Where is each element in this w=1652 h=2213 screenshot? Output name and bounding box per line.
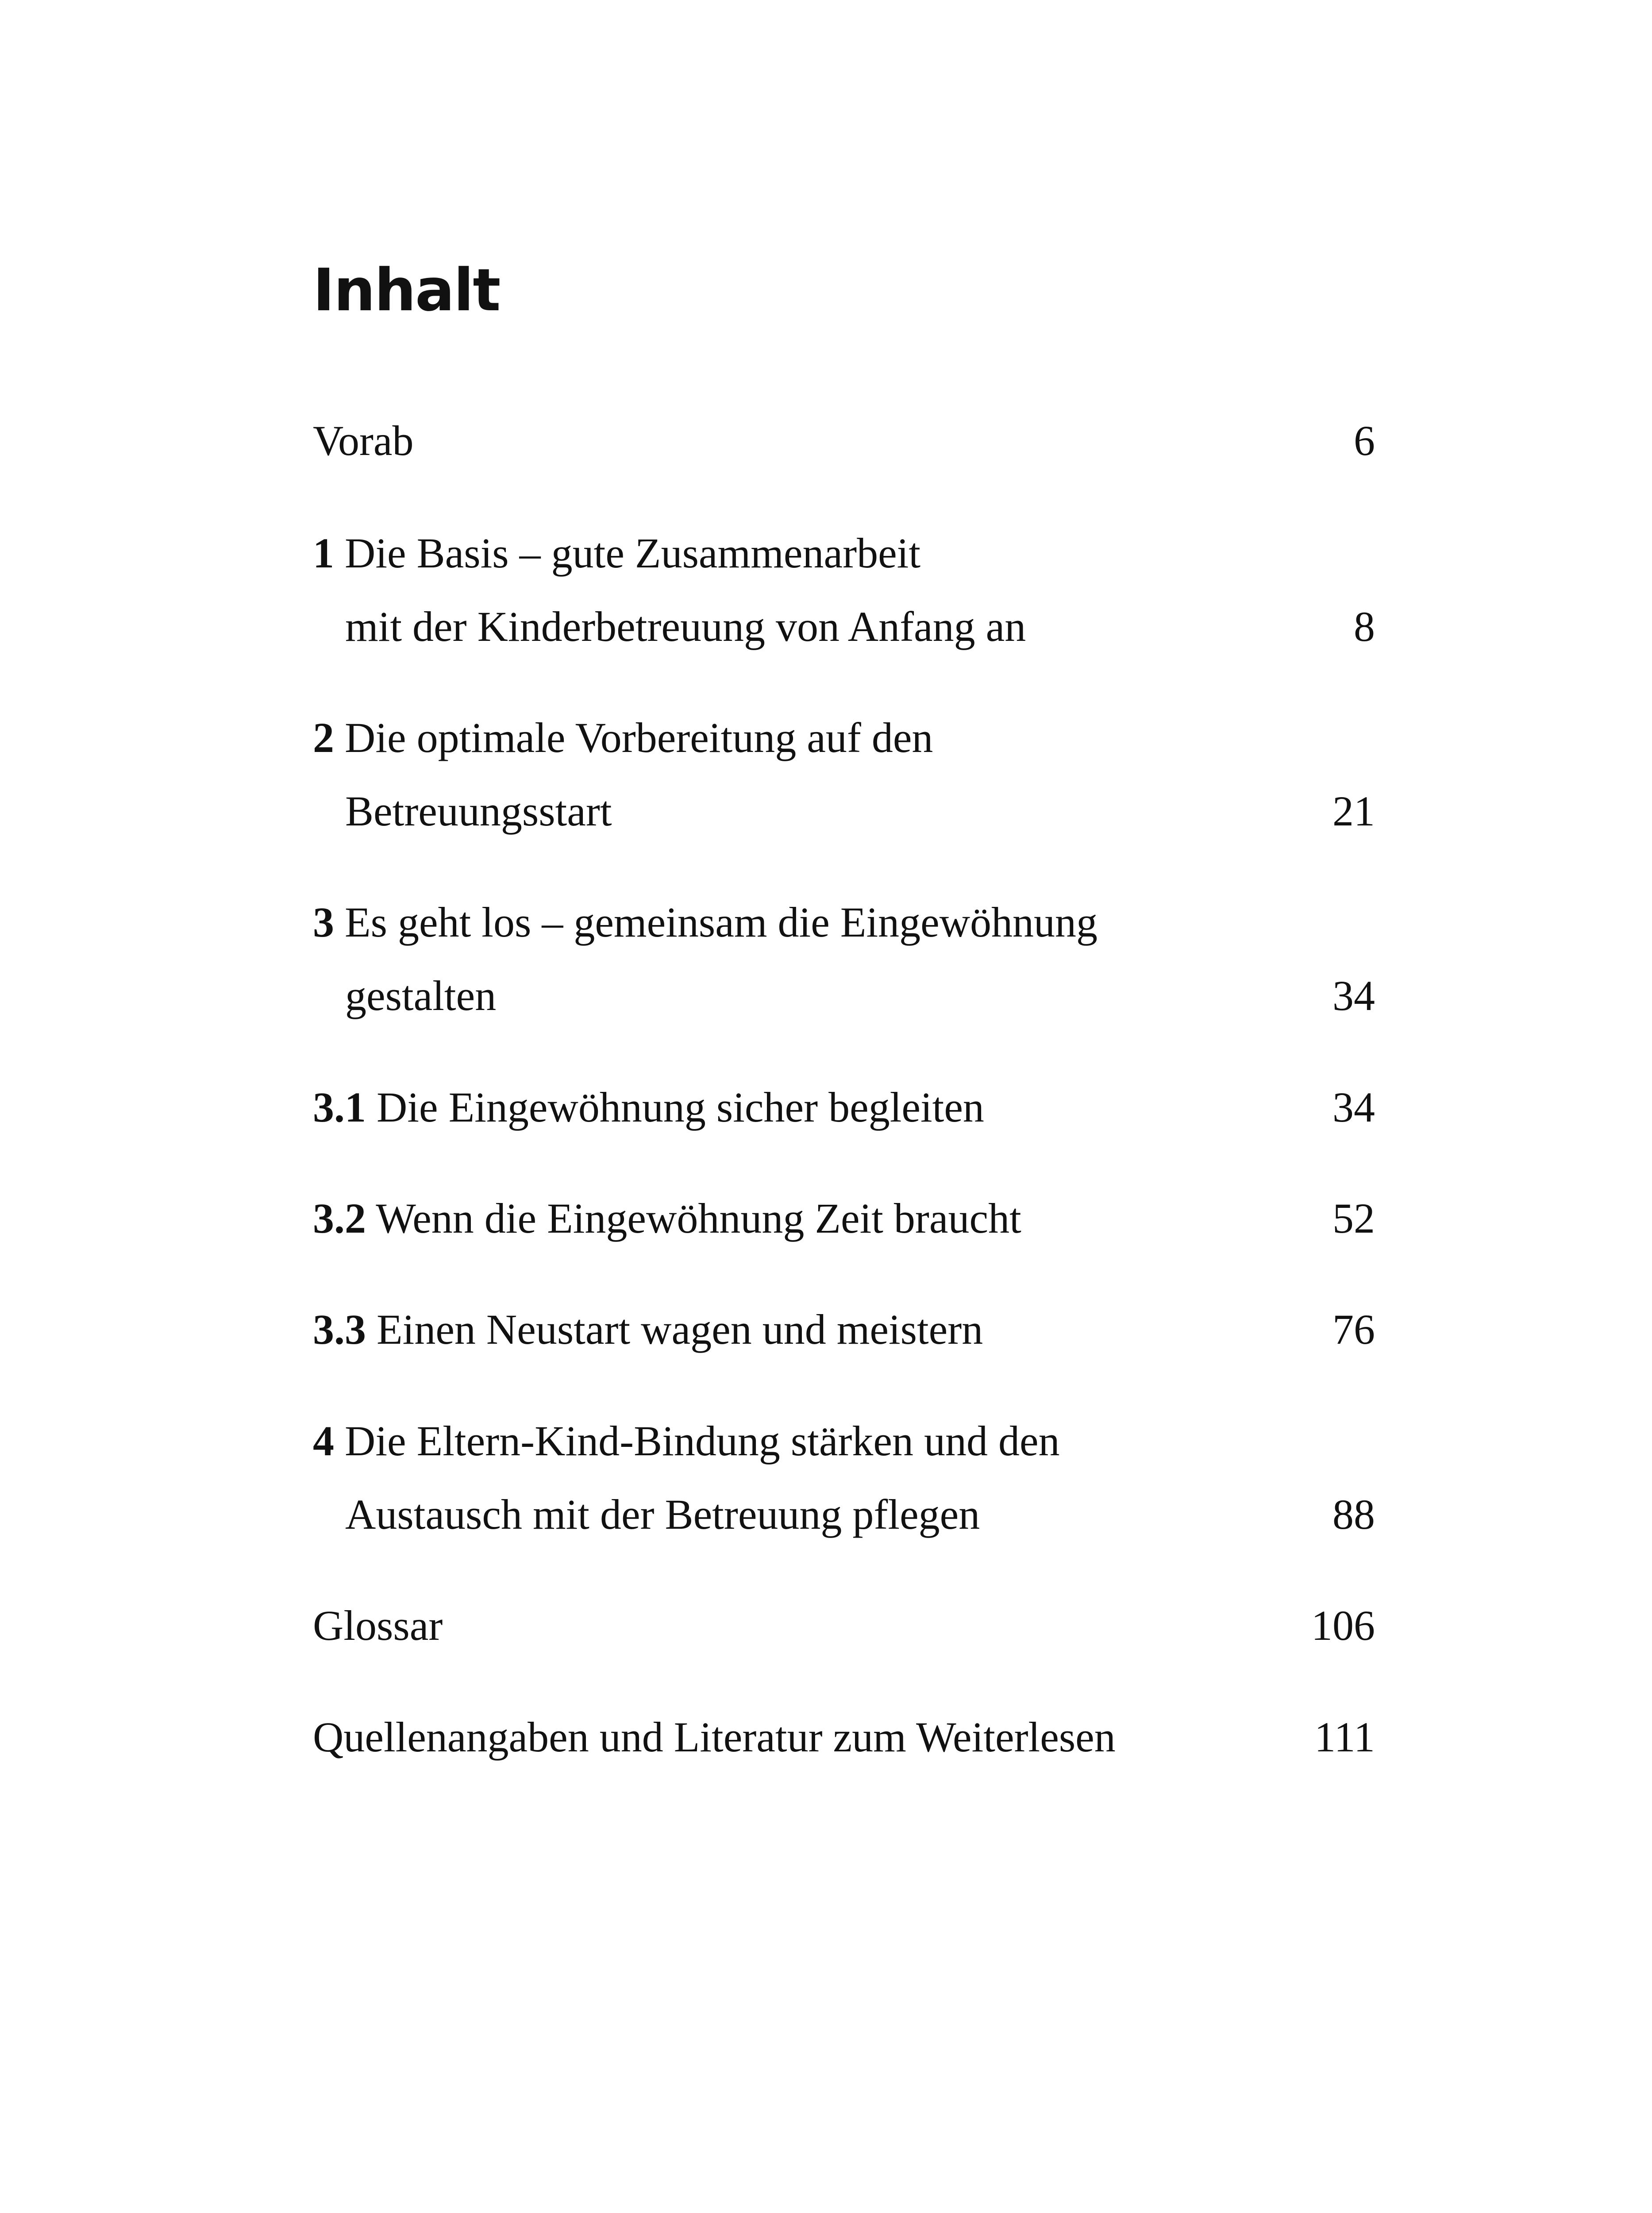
toc-entry-title: Die Basis – gute Zusammenarbeit	[334, 529, 921, 577]
toc-entry-vorab	[313, 417, 1375, 493]
toc-line	[313, 1417, 1375, 1493]
toc-chapter-number: 1	[313, 529, 334, 577]
toc-page-number: 34	[1332, 972, 1375, 1019]
toc-entry-title: Die Eltern-Kind-Bindung stärken und den	[334, 1417, 1060, 1465]
toc-line	[313, 605, 1375, 679]
toc-entry-chapter-4	[313, 1417, 1375, 1567]
toc-chapter-number: 3	[313, 898, 334, 946]
toc-line	[313, 1493, 1375, 1567]
toc-line	[313, 417, 1375, 493]
toc-line	[313, 1197, 1375, 1271]
toc-entry-title-continued: gestalten	[345, 972, 497, 1019]
toc-page-number: 21	[1332, 787, 1375, 835]
toc-chapter-number: 3.2	[313, 1195, 366, 1242]
toc-page-number: 88	[1332, 1491, 1375, 1538]
toc-page-number: 111	[1314, 1713, 1375, 1761]
toc-entry-chapter-3	[313, 898, 1375, 1048]
toc-line	[313, 1713, 1375, 1789]
toc-chapter-number: 2	[313, 714, 334, 761]
toc-page-number: 6	[1354, 417, 1375, 464]
toc-entry-chapter-1	[313, 529, 1375, 679]
toc-entry-title-continued: Austausch mit der Betreuung pflegen	[345, 1491, 980, 1538]
toc-entry-title: Quellenangaben und Literatur zum Weiterlesen	[313, 1713, 1116, 1761]
toc-entry-section-3-3	[313, 1308, 1375, 1382]
toc-entry-title: Glossar	[313, 1602, 443, 1649]
toc-page-number: 52	[1332, 1195, 1375, 1242]
toc-entry-title: Wenn die Eingewöhnung Zeit braucht	[366, 1195, 1021, 1242]
toc-page-number: 8	[1354, 603, 1375, 650]
toc-entry-quellenangaben	[313, 1713, 1375, 1789]
toc-line	[313, 529, 1375, 605]
toc-line	[313, 1308, 1375, 1382]
toc-line	[313, 1604, 1375, 1678]
toc-chapter-number: 3.1	[313, 1083, 366, 1131]
toc-line	[313, 972, 1375, 1048]
page-title: Inhalt	[313, 256, 500, 324]
toc-line	[313, 787, 1375, 864]
toc-page-number: 34	[1332, 1083, 1375, 1131]
toc-entry-chapter-2	[313, 714, 1375, 864]
toc-line	[313, 714, 1375, 790]
toc-entry-title: Vorab	[313, 417, 414, 464]
toc-entry-title: Die Eingewöhnung sicher begleiten	[366, 1083, 984, 1131]
toc-chapter-number: 4	[313, 1417, 334, 1465]
toc-chapter-number: 3.3	[313, 1306, 366, 1353]
toc-page-number: 106	[1311, 1602, 1375, 1649]
toc-entry-title-continued: mit der Kinderbetreuung von Anfang an	[345, 603, 1026, 650]
toc-entry-title: Die optimale Vorbereitung auf den	[334, 714, 933, 761]
toc-entry-section-3-2	[313, 1197, 1375, 1271]
toc-entry-glossar	[313, 1604, 1375, 1678]
toc-line	[313, 898, 1375, 975]
toc-entry-title-continued: Betreuungsstart	[345, 787, 612, 835]
toc-page-number: 76	[1332, 1306, 1375, 1353]
toc-entry-title: Einen Neustart wagen und meistern	[366, 1306, 983, 1353]
toc-entry-section-3-1	[313, 1083, 1375, 1160]
toc-line	[313, 1083, 1375, 1160]
toc-entry-title: Es geht los – gemeinsam die Eingewöhnung	[334, 898, 1098, 946]
